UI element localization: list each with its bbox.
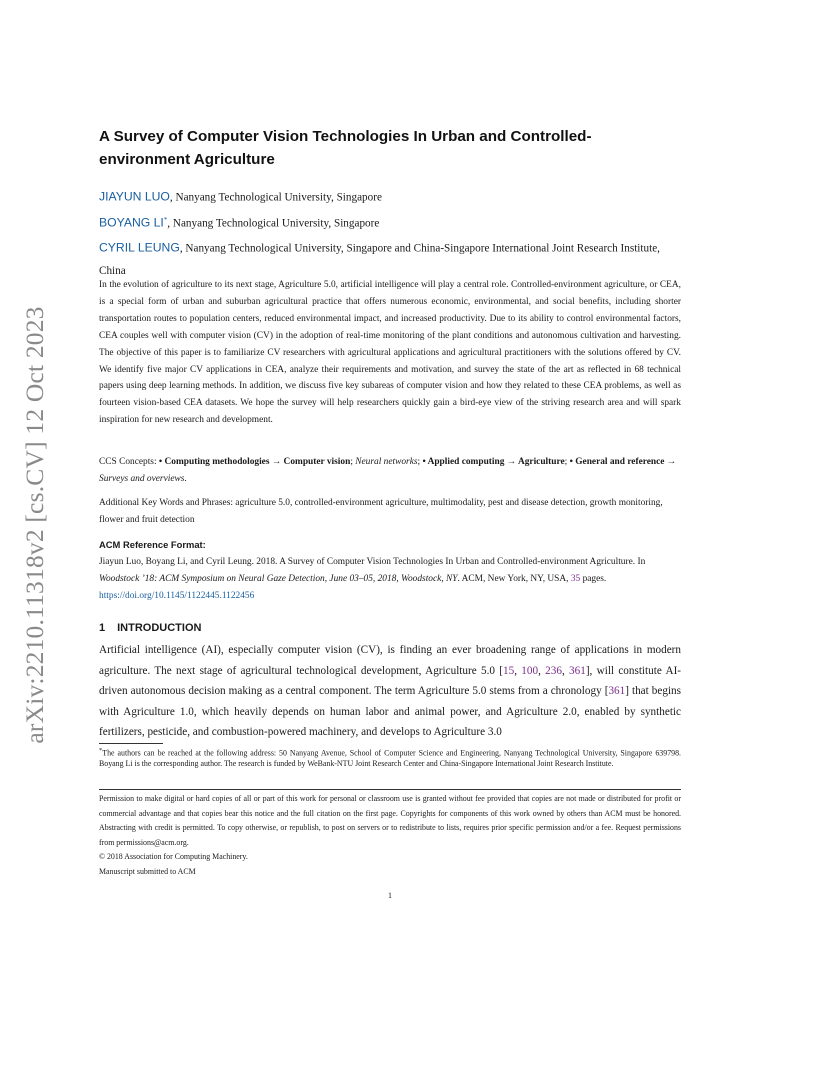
footnote bbox=[99, 746, 681, 770]
author-affiliation: , Nanyang Technological University, Singapore and China-Singapore International Joint Research Institute, China bbox=[99, 243, 660, 278]
author-entry bbox=[99, 183, 681, 209]
ccs-separator: . bbox=[184, 473, 187, 484]
keywords: Additional Key Words and Phrases: agriculture 5.0, controlled-environment agriculture, multimodality, pest and disease detection, growth monitoring, flower and fruit detection bbox=[99, 498, 663, 525]
intro-text: ] that begins with Agriculture 1.0, which heavily depends on human labor and animal power, and Agriculture 2.0, enabled by synthetic fertilizers, pesticide, and combustion-powered machinery, and develops to Agriculture 3.0 bbox=[99, 685, 682, 738]
manuscript-line: Manuscript submitted to ACM bbox=[99, 866, 196, 876]
ccs-term: Neural networks bbox=[355, 457, 418, 467]
intro-paragraph bbox=[99, 640, 681, 743]
author-list bbox=[99, 183, 681, 282]
author-name[interactable]: CYRIL LEUNG bbox=[99, 241, 180, 256]
citation-link[interactable]: 361 bbox=[608, 685, 626, 697]
ccs-term: • General and reference → bbox=[569, 457, 677, 467]
ccs-concepts bbox=[99, 454, 681, 488]
arxiv-identifier: arXiv:2210.11318v2 [cs.CV] 12 Oct 2023 bbox=[20, 306, 49, 744]
arxiv-stamp bbox=[0, 290, 70, 760]
acm-ref-part: . ACM, New York, NY, USA, bbox=[457, 573, 571, 584]
section-heading bbox=[99, 622, 201, 634]
permission-block bbox=[99, 792, 681, 879]
acm-ref-part: Jiayun Luo, Boyang Li, and Cyril Leung. 2018. A Survey of Computer Vision Technologies In Urban and Controlled-environment Agriculture. In bbox=[99, 556, 646, 567]
intro-text: ], will constitute AI-driven autonomous decision making as a central component. The term Agriculture 5.0 stems from a chronology [ bbox=[99, 664, 682, 697]
copyright-line: © 2018 Association for Computing Machinery. bbox=[99, 852, 248, 861]
ccs-separator: ; bbox=[417, 457, 423, 467]
citation-link[interactable]: 236 bbox=[545, 664, 562, 677]
author-affiliation: , Nanyang Technological University, Singapore bbox=[167, 217, 380, 230]
acm-ref-part: pages. bbox=[580, 573, 607, 584]
page-number: 1 bbox=[388, 891, 392, 900]
intro-text: , bbox=[561, 664, 570, 677]
ccs-separator: ; bbox=[564, 457, 570, 467]
ccs-term: • Computing methodologies → Computer vision bbox=[158, 457, 351, 467]
doi-link[interactable]: https://doi.org/10.1145/1122445.1122456 bbox=[99, 590, 255, 601]
acm-ref-venue: Woodstock ’18: ACM Symposium on Neural Gaze Detection, June 03–05, 2018, Woodstock, NY bbox=[99, 573, 458, 584]
acm-reference-text bbox=[99, 554, 681, 605]
author-name[interactable]: JIAYUN LUO bbox=[99, 189, 170, 204]
permission-text: Permission to make digital or hard copies of all or part of this work for personal or classroom use is granted without fee provided that copies are not made or distributed for profit or commercial advantage and that copies bear this notice and the full citation on the first page. Copyrights for components of this work owned by others than ACM must be honored. Abstracting with credit is permitted. To copy otherwise, or republish, to post on servers or to redistribute to lists, requires prior specific permission and/or a fee. Request permissions from permissions@acm.org. bbox=[99, 794, 681, 847]
citation-link[interactable]: 15 bbox=[503, 664, 515, 677]
intro-text: , bbox=[514, 664, 522, 677]
ccs-term: • Applied computing → Agriculture bbox=[422, 457, 565, 467]
intro-text: Artificial intelligence (AI), especially computer vision (CV), is finding an ever broadening range of applications in modern agriculture. The next stage of agricultural technological development, Agriculture 5.0 [ bbox=[99, 644, 681, 677]
permission-rule bbox=[99, 789, 681, 790]
abstract: In the evolution of agriculture to its next stage, Agriculture 5.0, artificial intelligence will play a central role. Controlled-environment agriculture, or CEA, is a special form of urban and suburban agricultural practice that offers numerous economic, environmental, and social benefits, including shorter transportation routes to population centers, reduced environmental impact, and increased productivity. Due to its ability to control environmental factors, CEA couples well with computer vision (CV) in the adoption of real-time monitoring of the plant conditions and autonomous cultivation and harvesting. The objective of this paper is to familiarize CV researchers with agricultural applications and agricultural practitioners with the solutions offered by CV. We identify five major CV applications in CEA, analyze their requirements and motivation, and survey the state of the art as reflected in 68 technical papers using deep learning methods. In addition, we discuss five key subareas of computer vision and how they related to these CEA problems, as well as fourteen vision-based CEA datasets. We hope the survey will help researchers quickly gain a bird-eye view of the striving research area and will spark inspiration for new research and development. bbox=[99, 280, 681, 426]
author-affiliation: , Nanyang Technological University, Singapore bbox=[169, 191, 382, 204]
citation-link[interactable]: 100 bbox=[521, 664, 539, 677]
author-name[interactable]: BOYANG LI bbox=[99, 215, 164, 230]
ccs-label: CCS Concepts: bbox=[99, 457, 159, 467]
author-mark: * bbox=[163, 215, 168, 224]
intro-text: , bbox=[538, 664, 546, 677]
author-entry bbox=[99, 234, 681, 282]
page-count-link[interactable]: 35 bbox=[570, 573, 581, 584]
section-number: 1 bbox=[99, 622, 106, 634]
footnote-rule bbox=[99, 743, 163, 744]
author-entry bbox=[99, 209, 681, 235]
footnote-mark: * bbox=[99, 747, 103, 754]
ccs-term: Surveys and overviews bbox=[99, 473, 185, 484]
section-title: INTRODUCTION bbox=[117, 622, 202, 634]
citation-link[interactable]: 361 bbox=[569, 664, 586, 677]
paper-title: A Survey of Computer Vision Technologies In Urban and Controlled-environment Agriculture bbox=[99, 128, 592, 168]
ccs-separator: ; bbox=[350, 457, 356, 467]
acm-reference-heading: ACM Reference Format: bbox=[99, 539, 206, 550]
footnote-text: The authors can be reached at the following address: 50 Nanyang Avenue, School of Computer Science and Engineering, Nanyang Technological University, Singapore 639798. Boyang Li is the corresponding author. The research is funded by WeBank-NTU Joint Research Center and China-Singapore International Joint Research Institute. bbox=[99, 748, 681, 769]
acm-reference bbox=[99, 537, 681, 605]
